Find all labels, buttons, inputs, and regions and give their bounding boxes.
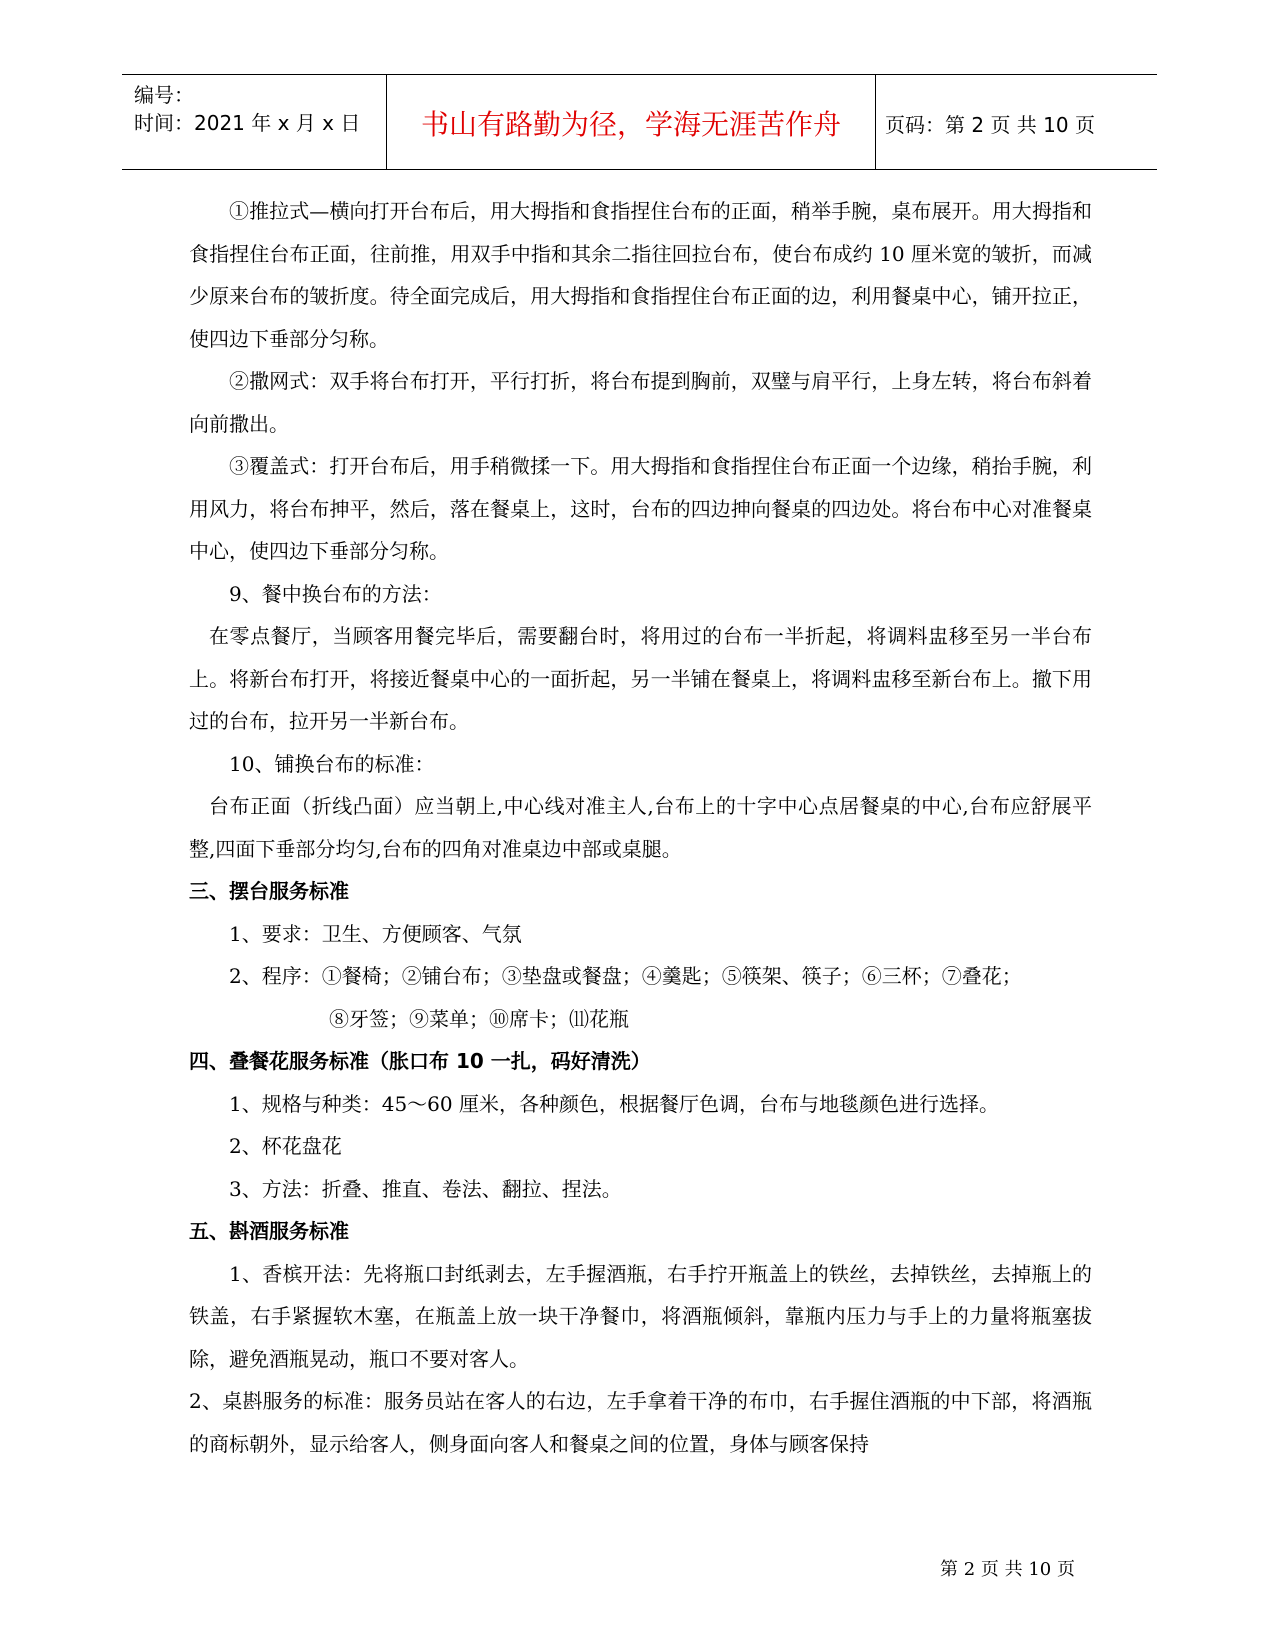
paragraph-change-tablecloth: 在零点餐厅，当顾客用餐完毕后，需要翻台时，将用过的台布一半折起，将调料盅移至另一半台布上。将新台布打开，将接近餐桌中心的一面折起，另一半铺在餐桌上，将调料盅移至新台布上。撤下用过的台布，拉开另一半新台布。 — [189, 624, 1092, 733]
header-left-cell — [122, 75, 386, 169]
page-footer: 第 2 页 共 10 页 — [940, 1559, 1075, 1580]
subheading-change-tablecloth: 9、餐中换台布的方法： — [229, 581, 442, 606]
header-page-info: 页码：第 2 页 共 10 页 — [885, 113, 1095, 137]
section-heading-wine-service: 五、斟酒服务标准 — [189, 1219, 349, 1243]
document-number-label: 编号： — [134, 83, 194, 107]
paragraph-napkin-spec: 1、规格与种类：45～60 厘米，各种颜色，根据餐厅色调，台布与地毯颜色进行选择。 — [229, 1091, 999, 1116]
paragraph-tablecloth-standard: 台布正面（折线凸面）应当朝上,中心线对准主人,台布上的十字中心点居餐桌的中心,台布应舒展平整,四面下垂部分均匀,台布的四角对准桌边中部或桌腿。 — [189, 794, 1092, 861]
subheading-tablecloth-standard: 10、铺换台布的标准： — [229, 751, 435, 776]
document-time-label: 时间：2021 年 x 月 x 日 — [134, 111, 361, 135]
paragraph-setting-requirements: 1、要求：卫生、方便顾客、气氛 — [229, 921, 522, 946]
paragraph-napkin-types: 2、杯花盘花 — [229, 1134, 342, 1158]
document-body — [189, 190, 1092, 1465]
paragraph-napkin-methods: 3、方法：折叠、推直、卷法、翻拉、捏法。 — [229, 1176, 622, 1201]
paragraph-cast-net-method: ②撒网式：双手将台布打开，平行打折，将台布提到胸前，双璧与肩平行，上身左转，将台布斜着向前撒出。 — [189, 369, 1092, 436]
section-heading-table-setting: 三、摆台服务标准 — [189, 879, 349, 903]
paragraph-table-pouring-standard: 2、桌斟服务的标准：服务员站在客人的右边，左手拿着干净的布巾，右手握住酒瓶的中下部，将酒瓶的商标朝外，显示给客人，侧身面向客人和餐桌之间的位置，身体与顾客保持 — [189, 1389, 1092, 1456]
paragraph-push-pull-method: ①推拉式—横向打开台布后，用大拇指和食指捏住台布的正面，稍举手腕，桌布展开。用大拇指和食指捏住台布正面，往前推，用双手中指和其余二指往回拉台布，使台布成约 10 厘米宽的皱折，而减少原来台布的皱折度。待全面完成后，用大拇指和食指捏住台布正面的边，利用餐桌中心，铺开拉正，使四边下垂部分匀称。 — [189, 199, 1092, 351]
section-heading-napkin-folding: 四、叠餐花服务标准（胀口布 10 一扎，码好清洗） — [189, 1049, 651, 1073]
header-motto: 书山有路勤为径，学海无涯苦作舟 — [420, 108, 841, 141]
paragraph-champagne-opening: 1、香槟开法：先将瓶口封纸剥去，左手握酒瓶，右手拧开瓶盖上的铁丝，去掉铁丝，去掉瓶上的铁盖，右手紧握软木塞，在瓶盖上放一块干净餐巾，将酒瓶倾斜，靠瓶内压力与手上的力量将瓶塞拔除，避免酒瓶晃动，瓶口不要对客人。 — [189, 1261, 1092, 1371]
paragraph-cover-method: ③覆盖式：打开台布后，用手稍微揉一下。用大拇指和食指捏住台布正面一个边缘，稍抬手腕，利用风力，将台布抻平，然后，落在餐桌上，这时，台布的四边抻向餐桌的四边处。将台布中心对准餐桌中心，使四边下垂部分匀称。 — [189, 454, 1092, 563]
header-page-cell — [875, 75, 1157, 169]
page-header — [122, 74, 1157, 170]
header-motto-cell — [386, 75, 876, 169]
paragraph-setting-procedure: 2、程序：①餐椅；②铺台布；③垫盘或餐盘；④羹匙；⑤筷架、筷子；⑥三杯；⑦叠花； — [229, 964, 1022, 988]
paragraph-setting-procedure-continued: ⑧牙签；⑨菜单；⑩席卡；⑾花瓶 — [329, 1006, 629, 1031]
